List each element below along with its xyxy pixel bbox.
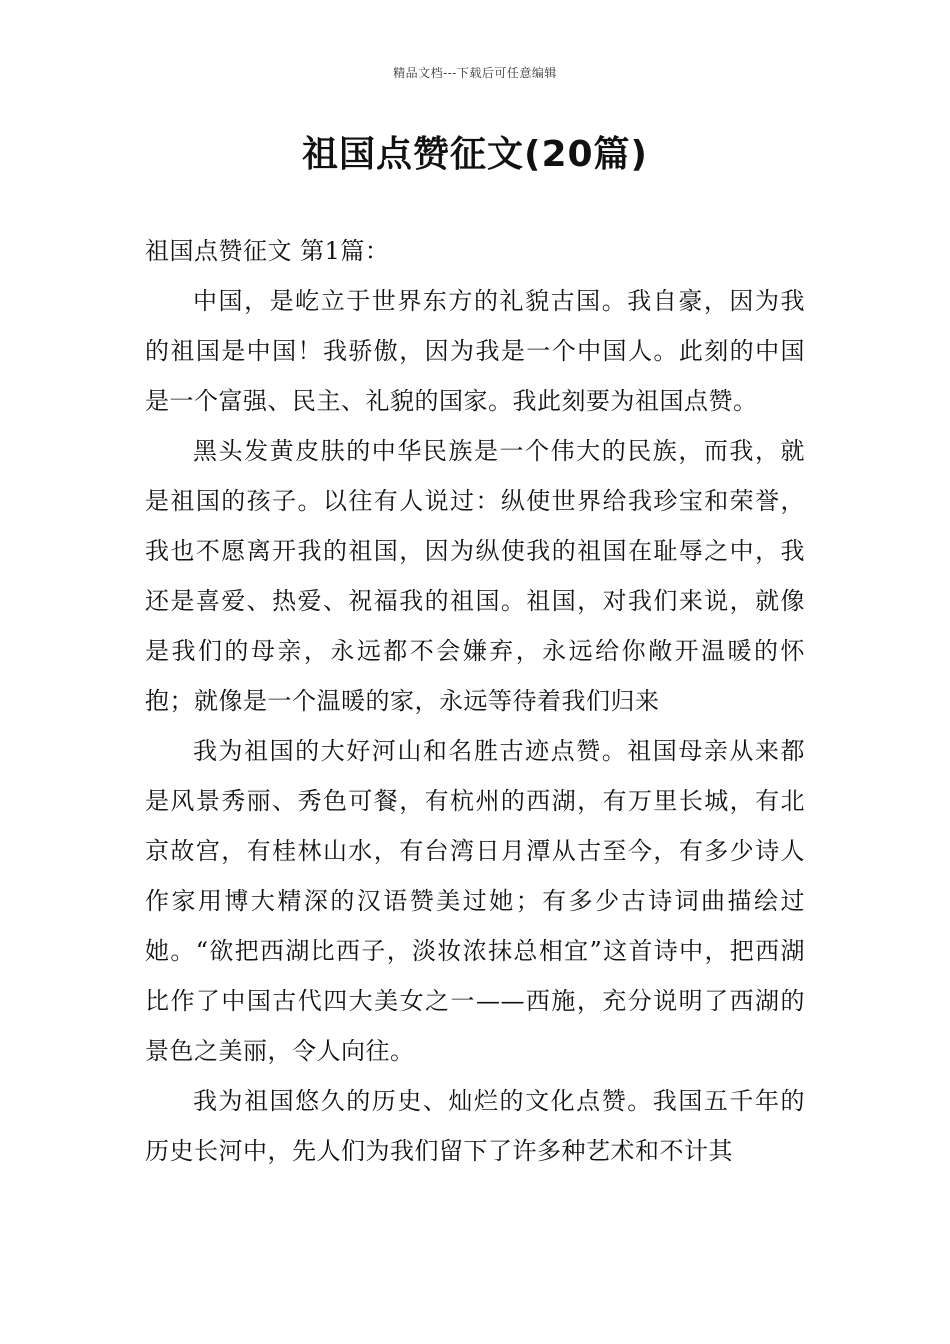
section-heading: 祖国点赞征文 第1篇：	[145, 237, 390, 265]
document-body	[145, 226, 805, 1176]
document-title: 祖国点赞征文(20篇)	[301, 134, 648, 175]
paragraph: 我为祖国的大好河山和名胜古迹点赞。祖国母亲从来都是风景秀丽、秀色可餐，有杭州的西湖，有万里长城，有北京故宫，有桂林山水，有台湾日月潭从古至今，有多少诗人作家用博大精深的汉语赞美过她；有多少古诗词曲描绘过她。“欲把西湖比西子，淡妆浓抹总相宜”这首诗中，把西湖比作了中国古代四大美女之一——西施，充分说明了西湖的景色之美丽，令人向往。	[145, 737, 805, 1065]
header-note: 精品文档---下载后可任意编辑	[393, 66, 557, 80]
paragraph: 黑头发黄皮肤的中华民族是一个伟大的民族，而我，就是祖国的孩子。以往有人说过：纵使世界给我珍宝和荣誉，我也不愿离开我的祖国，因为纵使我的祖国在耻辱之中，我还是喜爱、热爱、祝福我的祖国。祖国，对我们来说，就像是我们的母亲，永远都不会嫌弃，永远给你敞开温暖的怀抱；就像是一个温暖的家，永远等待着我们归来	[145, 437, 805, 715]
paragraph: 中国，是屹立于世界东方的礼貌古国。我自豪，因为我的祖国是中国！我骄傲，因为我是一个中国人。此刻的中国是一个富强、民主、礼貌的国家。我此刻要为祖国点赞。	[145, 287, 805, 415]
paragraph: 我为祖国悠久的历史、灿烂的文化点赞。我国五千年的历史长河中，先人们为我们留下了许多种艺术和不计其	[145, 1087, 805, 1165]
